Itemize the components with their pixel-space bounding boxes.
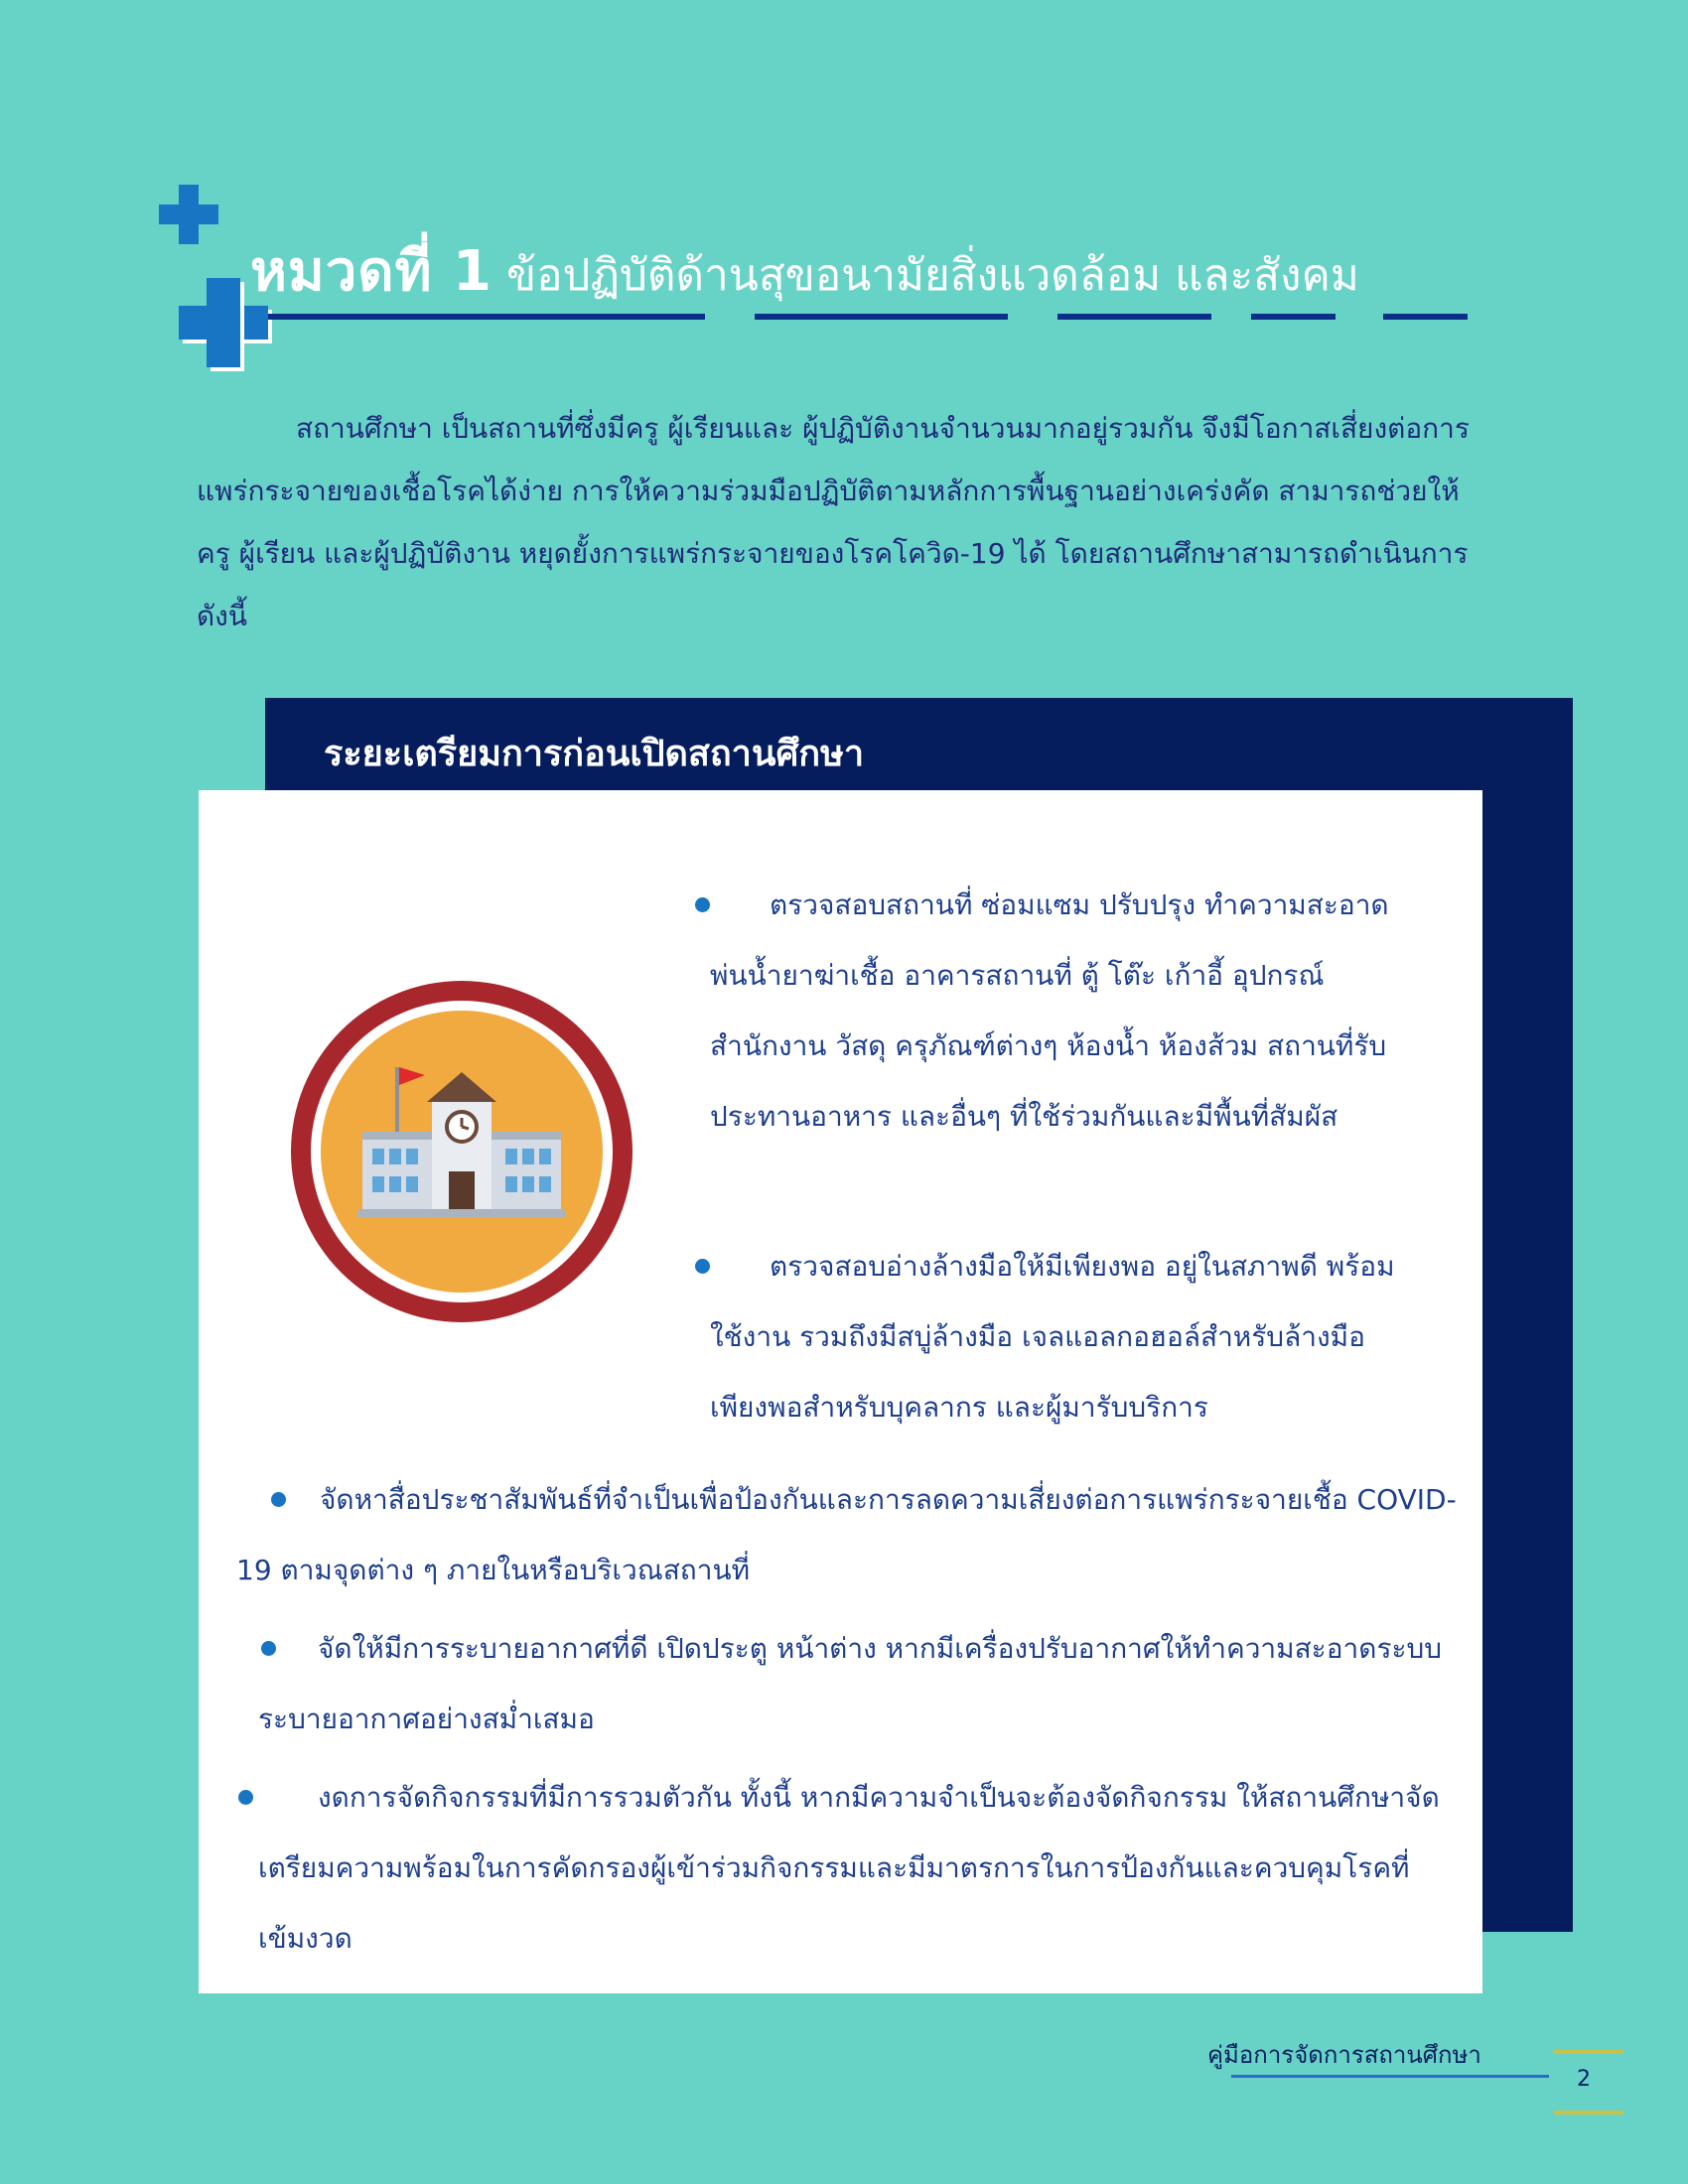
title-underline: [1383, 314, 1468, 320]
title-underline: [268, 314, 705, 320]
list-item: [710, 870, 1415, 1152]
list-item: [258, 1762, 1450, 1974]
intro-text: สถานศึกษา เป็นสถานที่ซึ่งมีครู ผู้เรียนและ ผู้ปฏิบัติงานจำนวนมากอยู่รวมกัน จึงมีโอกาสเสี่ยงต่อการแพร่กระจายของเชื้อโรคได้ง่าย การให้ความร่วมมือปฏิบัติตามหลักการพื้นฐานอย่างเคร่งคัด สามารถช่วยให้ครู ผู้เรียน และผู้ปฏิบัติงาน หยุดยั้งการแพร่กระจายของโรคโควิด-19 ได้ โดยสถานศึกษาสามารถดำเนินการ ดังนี้: [197, 412, 1470, 632]
bullet-icon: [261, 1641, 276, 1656]
list-item-text: งดการจัดกิจกรรมที่มีการรวมตัวกัน ทั้งนี้ หากมีความจำเป็นจะต้องจัดกิจกรรม ให้สถานศึกษาจัดเตรียมความพร้อมในการคัดกรองผู้เข้าร่วมกิจกรรมและมีมาตรการในการป้องกันและควบคุมโรคที่เข้มงวด: [258, 1781, 1440, 1955]
list-item-text: ตรวจสอบสถานที่ ซ่อมแซม ปรับปรุง ทำความสะอาด พ่นน้ำยาฆ่าเชื้อ อาคารสถานที่ ตู้ โต๊ะ เก้าอี้ อุปกรณ์สำนักงาน วัสดุ ครุภัณฑ์ต่างๆ ห้องน้ำ ห้องส้วม สถานที่รับประทานอาหาร และอื่นๆ ที่ใช้ร่วมกันและมีพื้นที่สัมผัส: [710, 888, 1389, 1133]
title-underline: [755, 314, 1008, 320]
bullet-icon: [271, 1492, 286, 1507]
list-item: [710, 1231, 1415, 1442]
footer-underline: [1231, 2075, 1549, 2078]
footer-rule: [1554, 2050, 1623, 2054]
chapter-title: ข้อปฏิบัติด้านสุขอนามัยสิ่งแวดล้อม และสังคม: [506, 250, 1359, 301]
footer-title: คู่มือการจัดการสถานศึกษา: [1207, 2041, 1481, 2069]
plus-icon: [159, 185, 218, 244]
school-building-icon: [288, 978, 635, 1325]
title-underline: [1057, 314, 1211, 320]
list-item-text: ตรวจสอบอ่างล้างมือให้มีเพียงพอ อยู่ในสภาพดี พร้อมใช้งาน รวมถึงมีสบู่ล้างมือ เจลแอลกอฮอล์สำหรับล้างมือเพียงพอสำหรับบุคลากร และผู้มารับบริการ: [710, 1250, 1395, 1424]
bullet-icon: [695, 897, 710, 912]
list-item: [258, 1613, 1450, 1754]
bullet-icon: [238, 1790, 253, 1805]
page-number: 2: [1577, 2067, 1591, 2092]
list-item: [236, 1464, 1463, 1605]
list-item-text: จัดให้มีการระบายอากาศที่ดี เปิดประตู หน้าต่าง หากมีเครื่องปรับอากาศให้ทำความสะอาดระบบระบายอากาศอย่างสม่ำเสมอ: [258, 1632, 1443, 1735]
footer-rule: [1554, 2111, 1623, 2115]
list-item-text: จัดหาสื่อประชาสัมพันธ์ที่จำเป็นเพื่อป้องกันและการลดความเสี่ยงต่อการแพร่กระจายเชื้อ COVID-19 ตามจุดต่าง ๆ ภายในหรือบริเวณสถานที่: [236, 1483, 1457, 1586]
bullet-icon: [695, 1259, 710, 1274]
section-heading: ระยะเตรียมการก่อนเปิดสถานศึกษา: [324, 734, 865, 774]
title-underline: [1251, 314, 1336, 320]
intro-paragraph: [197, 397, 1487, 647]
chapter-label: หมวดที่ 1: [250, 239, 493, 304]
chapter-heading: [250, 226, 1541, 315]
